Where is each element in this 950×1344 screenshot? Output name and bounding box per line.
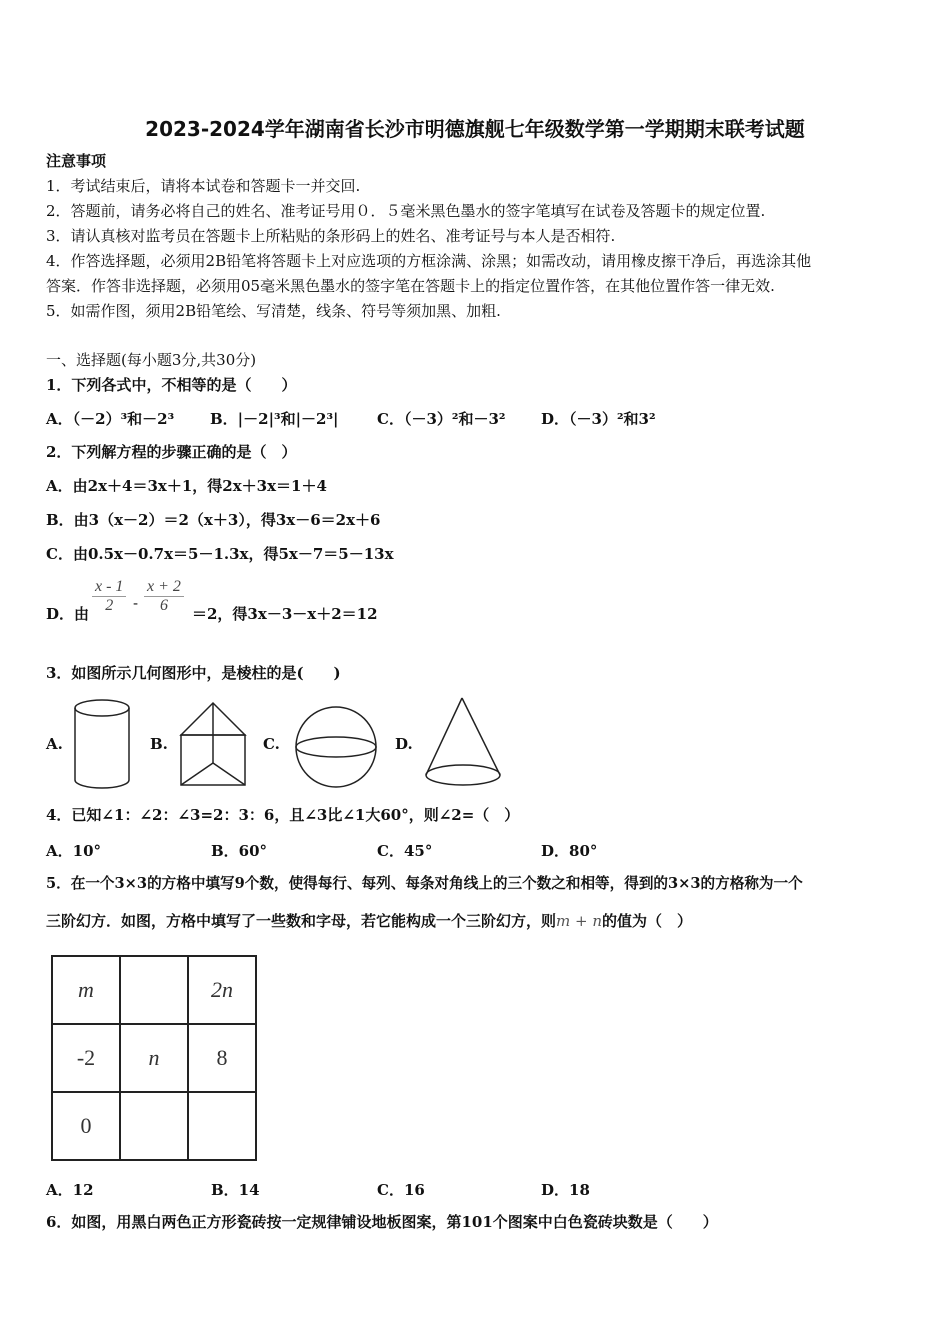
grid-cell (120, 1092, 188, 1160)
fraction-1 (92, 578, 126, 615)
grid-cell: 8 (188, 1024, 256, 1092)
magic-square-grid (51, 955, 257, 1161)
grid-cell: -2 (52, 1024, 120, 1092)
notice-item: 4．作答选择题，必须用2B铅笔将答题卡上对应选项的方框涂满、涂黑；如需改动，请用橡皮擦干净后，再选涂其他 (46, 252, 812, 270)
notice-item: 1．考试结束后，请将本试卷和答题卡一并交回. (46, 177, 361, 195)
cylinder-figure (75, 700, 129, 788)
q5-stem-text: 三阶幻方．如图，方格中填写了一些数和字母，若它能构成一个三阶幻方，则 (46, 912, 557, 930)
q1-option-d: D．（－3）²和3² (541, 410, 656, 428)
grid-cell: 0 (52, 1092, 120, 1160)
page-title: 2023-2024学年湖南省长沙市明德旗舰七年级数学第一学期期末联考试题 (145, 117, 805, 141)
q5-option-d: D．18 (541, 1181, 590, 1199)
solid-figures (70, 695, 510, 795)
triangular-prism-figure (181, 703, 245, 785)
denominator: 6 (159, 597, 168, 614)
q5-option-c: C．16 (377, 1181, 425, 1199)
q3-label-a: A. (46, 735, 63, 753)
grid-cell: 2n (188, 956, 256, 1024)
q3-stem: 3．如图所示几何图形中，是棱柱的是( ) (46, 664, 341, 682)
q1-option-a: A．（－2）³和－2³ (46, 410, 175, 428)
q4-option-b: B．60° (211, 842, 268, 860)
q1-stem: 1．下列各式中，不相等的是（ ） (46, 376, 297, 394)
grid-cell: m (52, 956, 120, 1024)
notice-item: 3．请认真核对监考员在答题卡上所粘贴的条形码上的姓名、准考证号与本人是否相符. (46, 227, 616, 245)
q5-stem-line1: 5．在一个3×3的方格中填写9个数，使得每行、每列、每条对角线上的三个数之和相等，得到的3×3的方格称为一个 (46, 875, 803, 892)
minus-sign: - (133, 594, 139, 612)
q2-stem: 2．下列解方程的步骤正确的是（ ） (46, 443, 297, 461)
q5-stem-line2 (46, 911, 692, 931)
grid-cell: n (120, 1024, 188, 1092)
cone-figure (426, 698, 500, 785)
grid-cell (188, 1092, 256, 1160)
denominator: 2 (105, 597, 114, 614)
fraction-2 (144, 578, 184, 615)
q2-option-d: D．由 (46, 605, 90, 623)
q2-option-c: C．由0.5x－0.7x＝5－1.3x，得5x－7＝5－13x (46, 545, 394, 563)
q1-option-b: B．|－2|³和|－2³| (210, 410, 339, 428)
q5-stem-end: 的值为（ ） (602, 912, 693, 930)
q4-option-d: D．80° (541, 842, 598, 860)
grid-cell (120, 956, 188, 1024)
q3-label-c: C. (263, 735, 280, 753)
q5-option-b: B．14 (211, 1181, 260, 1199)
section-heading: 一、选择题(每小题3分,共30分) (46, 351, 257, 369)
notice-item: 答案．作答非选择题，必须用05毫米黑色墨水的签字笔在答题卡上的指定位置作答，在其他位置作答一律无效. (46, 277, 775, 295)
notice-item: 2．答题前，请务必将自己的姓名、准考证号用０．５毫米黑色墨水的签字笔填写在试卷及答题卡的规定位置. (46, 202, 766, 220)
q4-option-a: A．10° (46, 842, 102, 860)
sphere-figure (296, 707, 376, 787)
q2-option-d-rest: ＝2，得3x－3－x＋2＝12 (192, 605, 378, 623)
notice-item: 5．如需作图，须用2B铅笔绘、写清楚，线条、符号等须加黑、加粗. (46, 302, 501, 320)
q1-option-c: C．（－3）²和－3² (377, 410, 506, 428)
q4-option-c: C．45° (377, 842, 433, 860)
q6-stem: 6．如图，用黑白两色正方形瓷砖按一定规律铺设地板图案，第101个图案中白色瓷砖块数是（ ） (46, 1213, 718, 1231)
numerator: x + 2 (144, 578, 184, 597)
numerator: x - 1 (92, 578, 126, 597)
q5-option-a: A．12 (46, 1181, 94, 1199)
q2-option-b: B．由3（x－2）＝2（x＋3），得3x－6＝2x＋6 (46, 511, 381, 529)
q2-option-a: A．由2x＋4＝3x＋1，得2x＋3x＝1＋4 (46, 477, 327, 495)
notice-heading: 注意事项 (46, 152, 107, 170)
q3-label-d: D. (395, 735, 413, 753)
q5-expression: m + n (556, 912, 603, 930)
q3-label-b: B. (150, 735, 168, 753)
q4-stem: 4．已知∠1：∠2：∠3=2：3：6，且∠3比∠1大60°，则∠2=（ ） (46, 806, 520, 824)
